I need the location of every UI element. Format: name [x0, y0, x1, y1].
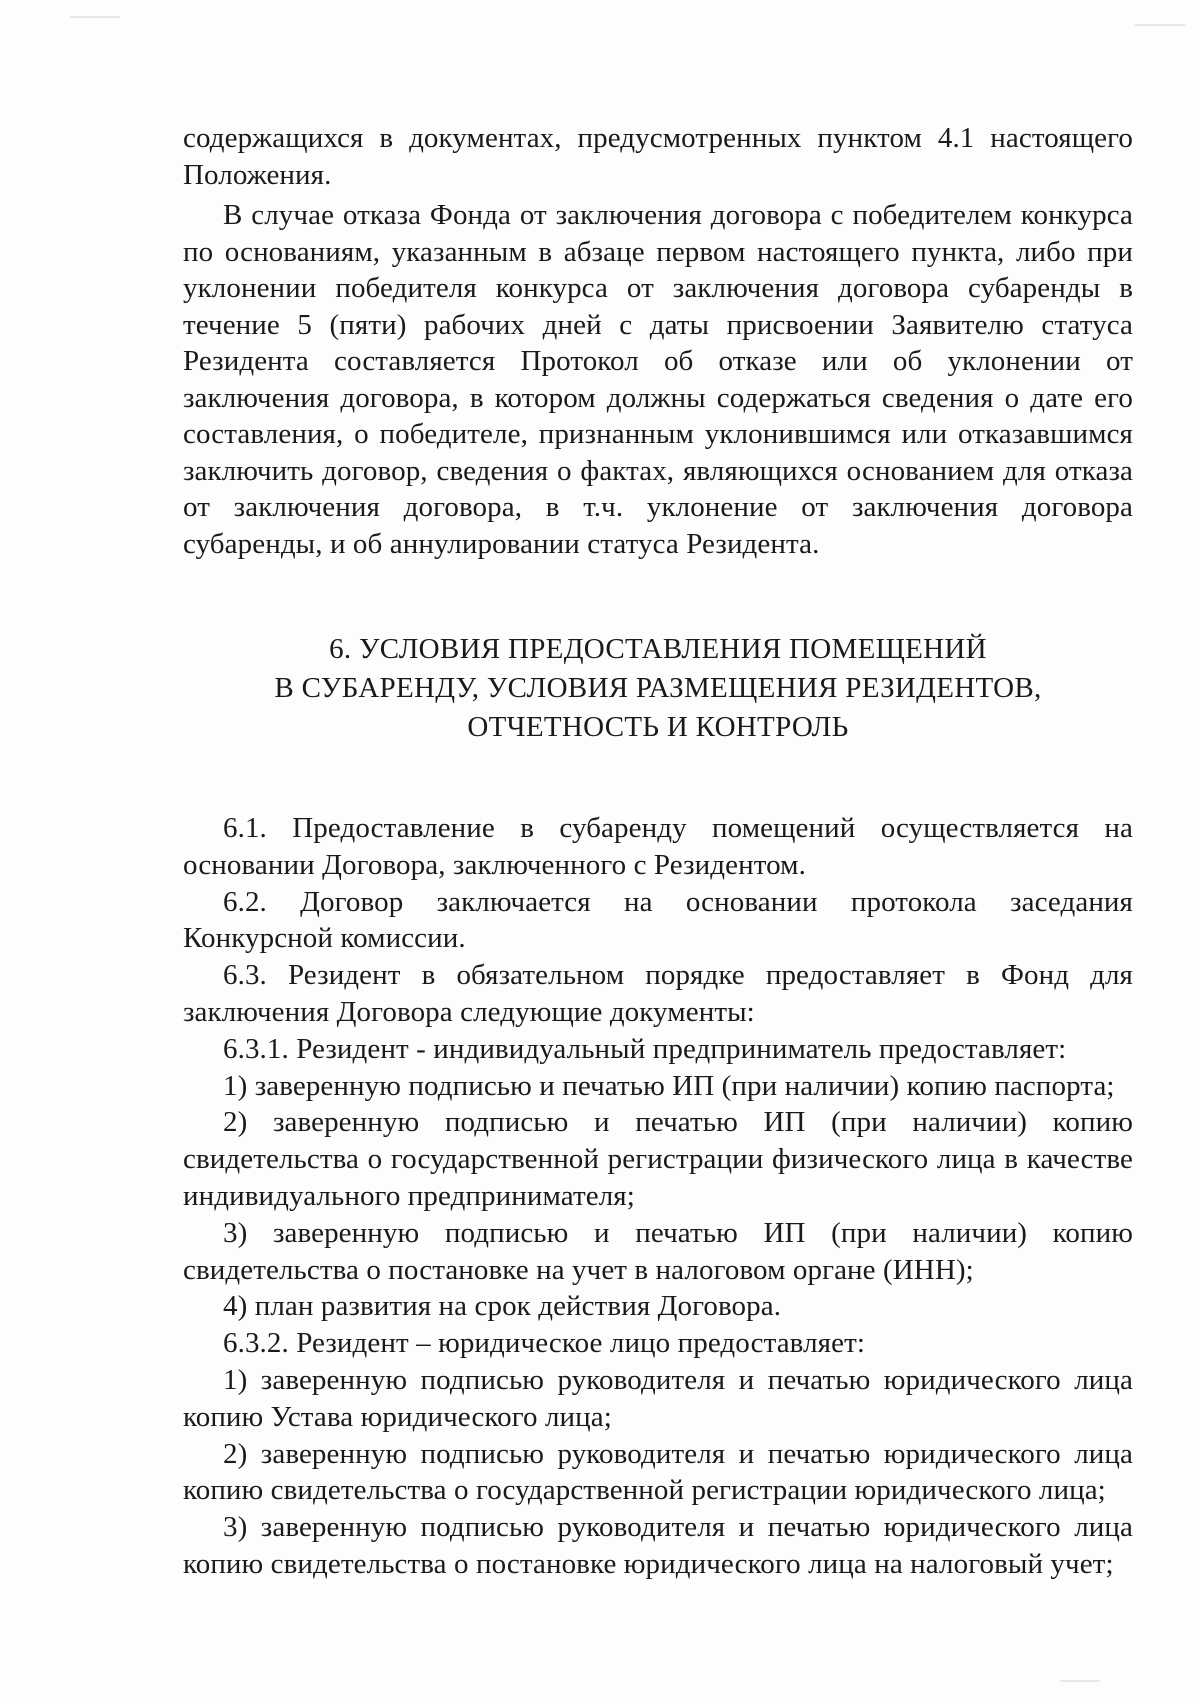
clause-6-2: 6.2. Договор заключается на основании протокола заседания Конкурсной комиссии.	[183, 885, 1133, 955]
clause-6-3-1-item-4: 4) план развития на срок действия Договора.	[223, 1290, 782, 1323]
section-heading-line-3: ОТЧЕТНОСТЬ И КОНТРОЛЬ	[467, 711, 849, 743]
clause-6-3-2-item-2: 2) заверенную подписью руководителя и печатью юридического лица копию свидетельства о государственной регистрации юридического лица;	[183, 1437, 1133, 1507]
scan-artifact	[1060, 1680, 1100, 1682]
clause-6-3: 6.3. Резидент в обязательном порядке предоставляет в Фонд для заключения Договора следующие документы:	[183, 959, 1133, 1028]
clause-6-1: 6.1. Предоставление в субаренду помещений осуществляется на основании Договора, заключенного с Резидентом.	[183, 812, 1133, 881]
paragraph-refusal-case: В случае отказа Фонда от заключения договора с победителем конкурса по основаниям, указанным в абзаце первом настоящего пункта, либо при уклонении победителя конкурса от заключения договора субаренды в течение 5 (пяти) рабочих дней с даты присвоении Заявителю статуса Резидента составляется Протокол об отказе или об уклонении от заключения договора, в котором должны содержаться сведения о дате его составления, о победителе, признанным уклонившимся или отказавшимся заключить договор, сведения о фактах, являющихся основанием для отказа от заключения договора, в т.ч. уклонение от заключения договора субаренды, и об аннулировании статуса Резидента.	[183, 199, 1133, 560]
clause-6-3-1-item-2: 2) заверенную подписью и печатью ИП (при наличии) копию свидетельства о государственной регистрации физического лица в качестве индивидуального предпринимателя;	[183, 1106, 1133, 1212]
section-heading	[183, 630, 1133, 747]
clause-6-3-2: 6.3.2. Резидент – юридическое лицо предоставляет:	[223, 1327, 866, 1360]
scan-artifact	[70, 16, 120, 18]
section-heading-line-2: В СУБАРЕНДУ, УСЛОВИЯ РАЗМЕЩЕНИЯ РЕЗИДЕНТОВ,	[274, 672, 1042, 704]
scan-artifact	[1135, 24, 1185, 26]
paragraph-continuation: содержащихся в документах, предусмотренных пунктом 4.1 настоящего Положения.	[183, 122, 1133, 191]
clause-6-3-1: 6.3.1. Резидент - индивидуальный предприниматель предоставляет:	[223, 1032, 1067, 1065]
section-heading-line-1: 6. УСЛОВИЯ ПРЕДОСТАВЛЕНИЯ ПОМЕЩЕНИЙ	[329, 633, 987, 665]
clause-6-3-1-item-3: 3) заверенную подписью и печатью ИП (при наличии) копию свидетельства о постановке на учет в налоговом органе (ИНН);	[183, 1216, 1133, 1286]
section-text-block	[183, 810, 1133, 1583]
clause-6-3-2-item-3: 3) заверенную подписью руководителя и печатью юридического лица копию свидетельства о постановке юридического лица на налоговый учет;	[183, 1511, 1133, 1580]
clause-6-3-2-item-1: 1) заверенную подписью руководителя и печатью юридического лица копию Устава юридического лица;	[183, 1363, 1133, 1433]
top-text-block	[183, 120, 1133, 562]
clause-6-3-1-item-1: 1) заверенную подписью и печатью ИП (при наличии) копию паспорта;	[223, 1069, 1115, 1102]
